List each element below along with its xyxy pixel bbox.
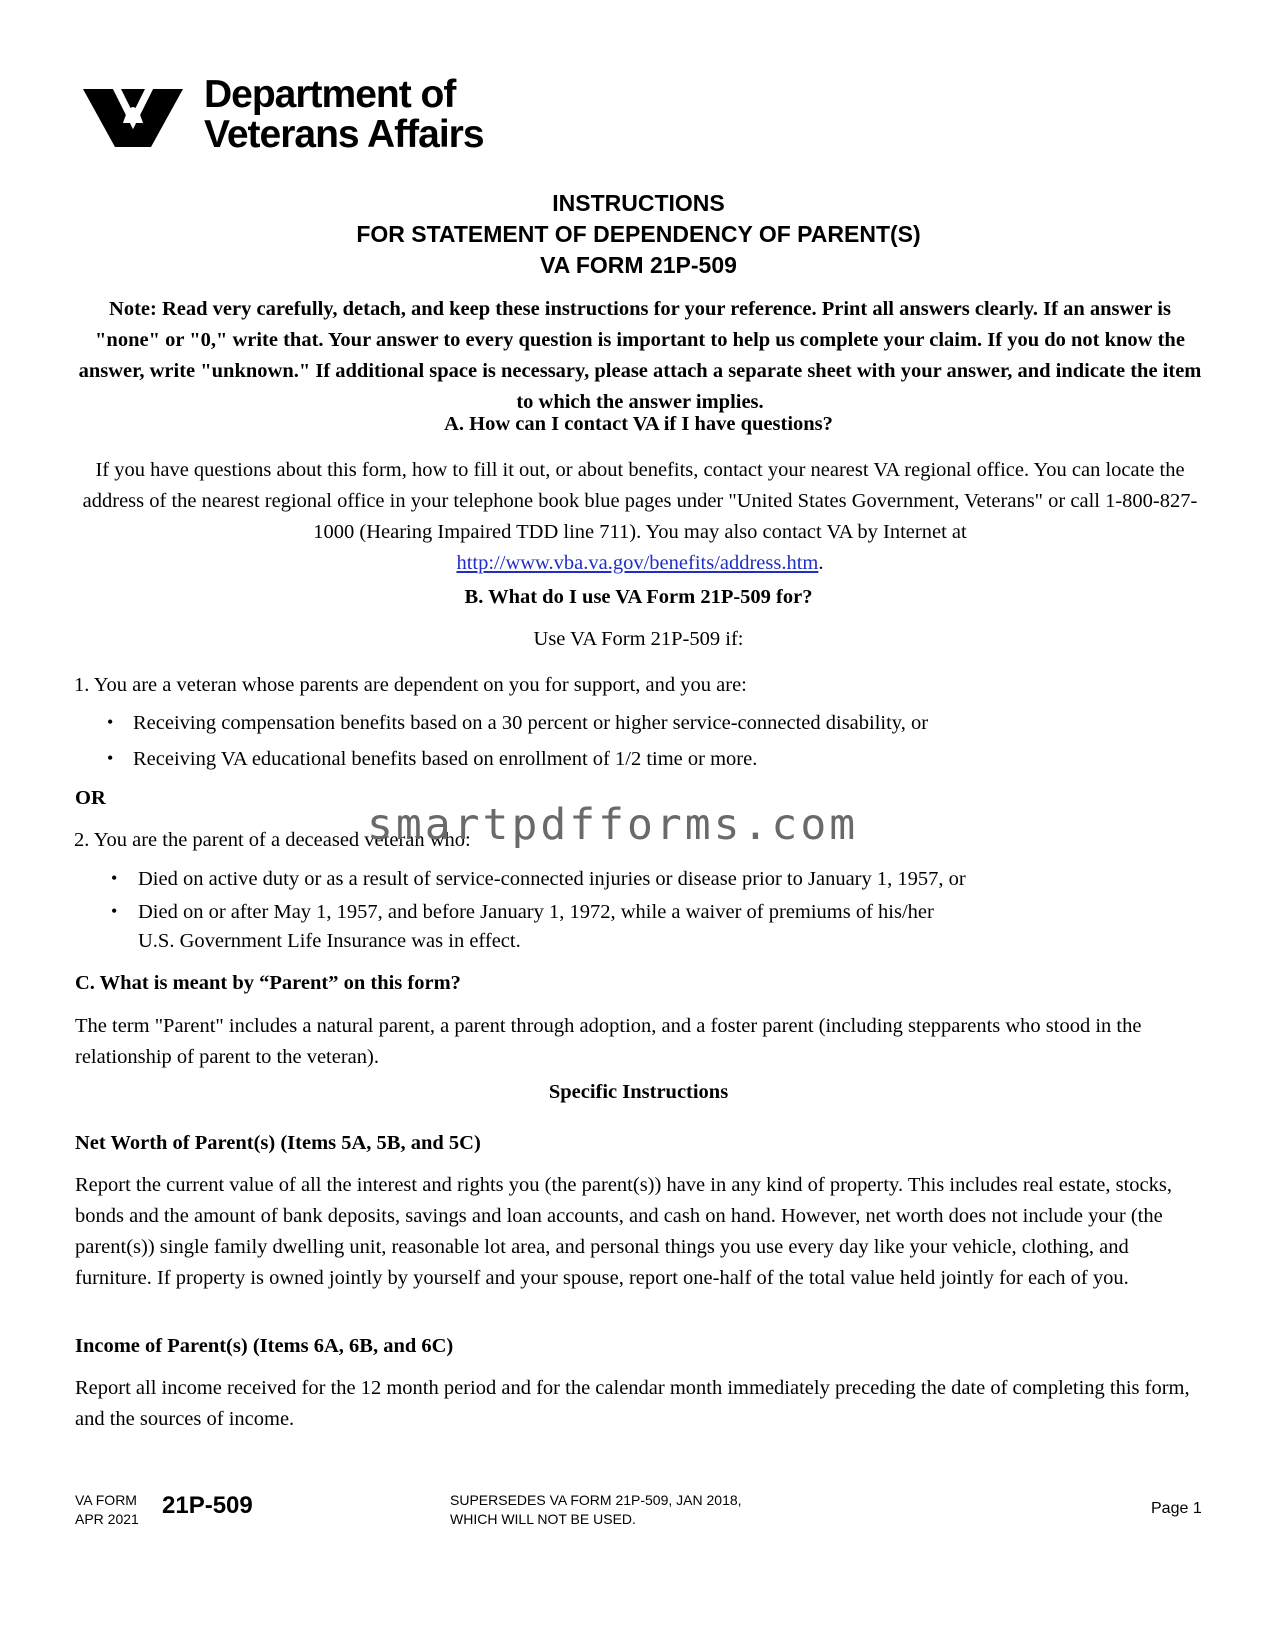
section-a-body: If you have questions about this form, how to fill it out, or about benefits, contact your nearest VA regional office. You can locate the address of the nearest regional office in your telephone book blue pages under "United States Government, Veterans" or call 1-800-827-1000 (Hearing Impaired TDD line 711). You may also contact VA by Internet at [82,459,1198,543]
item-2-bullet-2: Died on or after May 1, 1957, and before January 1, 1972, while a waiver of premiums of his/her [138,901,934,923]
bullet-icon: • [107,748,114,768]
footer-supersedes-line-1: SUPERSEDES VA FORM 21P-509, JAN 2018, [450,1492,742,1508]
section-c-text: The term "Parent" includes a natural parent, a parent through adoption, and a foster parent (including stepparents who stood in the relationship of parent to the veteran). [75,1015,1142,1068]
bullet-icon: • [107,712,114,732]
or-label: OR [75,787,106,809]
item-2-bullet-2-continued: U.S. Government Life Insurance was in effect. [138,930,521,952]
section-b-item-2: 2. You are the parent of a deceased veteran who: [74,829,471,851]
title-line-3: VA FORM 21P-509 [540,252,737,278]
form-title [0,188,1277,281]
section-b-heading: B. What do I use VA Form 21P-509 for? [464,586,813,608]
section-b-item-1: 1. You are a veteran whose parents are dependent on you for support, and you are: [74,674,747,696]
link-suffix: . [818,552,824,574]
item-2-bullet-1: Died on active duty or as a result of service-connected injuries or disease prior to January 1, 1957, or [138,868,966,890]
logo-line-1: Department of [204,73,456,116]
title-line-2: FOR STATEMENT OF DEPENDENCY OF PARENT(S) [356,221,921,247]
va-logo [83,75,513,157]
bullet-icon: • [111,901,118,921]
income-text: Report all income received for the 12 month period and for the calendar month immediately preceding the date of completing this form, and the sources of income. [75,1377,1190,1430]
specific-instructions-heading: Specific Instructions [548,1081,729,1103]
footer-form-label [75,1491,139,1529]
va-seal-icon [83,81,183,147]
net-worth-text: Report the current value of all the interest and rights you (the parent(s)) have in any kind of property. This includes real estate, stocks, bonds and the amount of bank deposits, savings and loan accounts, and cash on hand. However, net worth does not include your (the parent(s)) single family dwelling unit, reasonable lot area, and personal things you use every day like your vehicle, clothing, and furniture. If property is owned jointly by yourself and your spouse, report one-half of the total value held jointly for each of you. [75,1174,1172,1289]
footer-date: APR 2021 [75,1511,139,1527]
income-heading: Income of Parent(s) (Items 6A, 6B, and 6C) [75,1335,454,1357]
section-b-intro: Use VA Form 21P-509 if: [533,628,744,650]
title-line-1: INSTRUCTIONS [552,190,725,216]
note-paragraph: Note: Read very carefully, detach, and keep these instructions for your reference. Print all answers clearly. If an answer is "none" or "0," write that. Your answer to every question is important to help us complete your claim. If you do not know the answer, write "unknown." If additional space is necessary, please attach a separate sheet with your answer, and indicate the item to which the answer implies. [78,298,1202,413]
item-1-bullet-1: Receiving compensation benefits based on a 30 percent or higher service-connected disability, or [133,712,929,734]
footer-supersedes-line-2: WHICH WILL NOT BE USED. [450,1511,636,1527]
logo-line-2: Veterans Affairs [204,113,484,156]
bullet-icon: • [111,868,118,888]
footer-form-number: 21P-509 [162,1492,253,1519]
logo-wordmark [204,75,484,155]
section-c-heading: C. What is meant by “Parent” on this form? [75,972,461,994]
footer-page-number: Page 1 [1151,1500,1202,1517]
footer-supersedes [450,1491,742,1529]
section-a-text [75,455,1205,579]
net-worth-heading: Net Worth of Parent(s) (Items 5A, 5B, and 5C) [75,1132,481,1154]
item-1-bullet-2: Receiving VA educational benefits based on enrollment of 1/2 time or more. [133,748,758,770]
section-a-heading: A. How can I contact VA if I have questions? [444,413,833,435]
watermark: smartpdfforms.com [367,800,859,850]
footer-va-form: VA FORM [75,1492,137,1508]
regional-office-link[interactable]: http://www.vba.va.gov/benefits/address.htm [456,552,819,574]
